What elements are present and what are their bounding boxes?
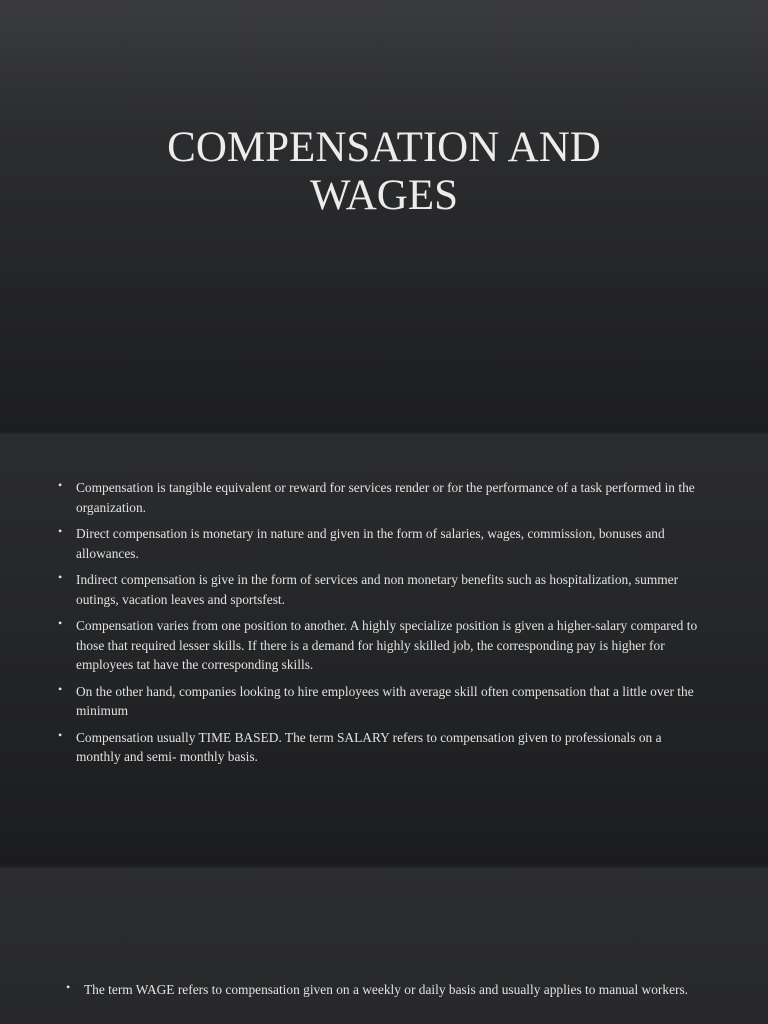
bullet-list (66, 980, 710, 1007)
title-slide (0, 0, 768, 432)
bullet-item: • The term WAGE refers to compensation given on a weekly or daily basis and usually applies to manual workers. (66, 980, 710, 1000)
bullet-item: • Compensation varies from one position to another. A highly specialize position is given a higher-salary compared to those that required lesser skills. If there is a demand for highly skilled job, the corresponding pay is higher for employees tat have the corresponding skills. (58, 616, 708, 675)
content-slide-compensation (0, 434, 768, 866)
content-slide-wage (0, 868, 768, 1024)
slide-title (0, 124, 768, 220)
bullet-item: • Compensation is tangible equivalent or reward for services render or for the performance of a task performed in the organization. (58, 478, 708, 517)
bullet-item: • Compensation usually TIME BASED. The term SALARY refers to compensation given to professionals on a monthly and semi- monthly basis. (58, 728, 708, 767)
title-line-1: COMPENSATION AND (167, 124, 601, 171)
title-line-2: WAGES (309, 172, 459, 219)
bullet-item: • On the other hand, companies looking to hire employees with average skill often compensation that a little over the minimum (58, 682, 708, 721)
bullet-item: • Direct compensation is monetary in nature and given in the form of salaries, wages, commission, bonuses and allowances. (58, 524, 708, 563)
bullet-list (58, 478, 708, 774)
bullet-item: • Indirect compensation is give in the form of services and non monetary benefits such as hospitalization, summer outings, vacation leaves and sportsfest. (58, 570, 708, 609)
